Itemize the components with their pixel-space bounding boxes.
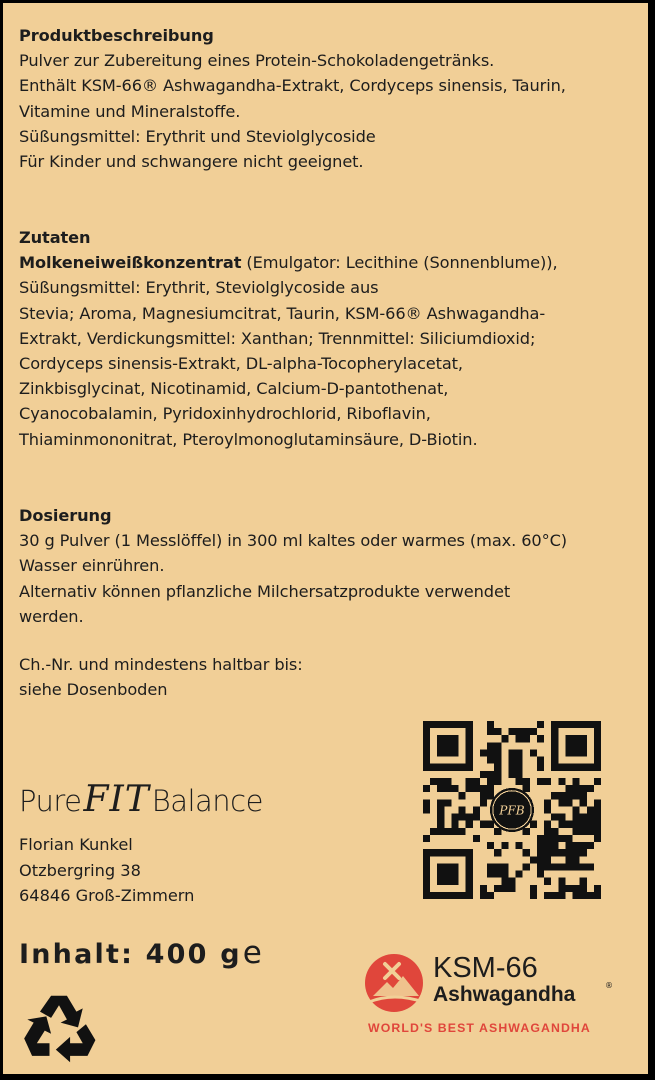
dosage-line: Alternativ können pflanzliche Milchersatzprodukte verwendet bbox=[19, 581, 511, 601]
ingredients-line: Süßungsmittel: Erythrit, Steviolglycoside aus bbox=[19, 278, 379, 298]
ingredients-line: Stevia; Aroma, Magnesiumcitrat, Taurin, KSM-66® Ashwagandha- bbox=[19, 303, 546, 323]
description-line: Für Kinder und schwangere nicht geeignet. bbox=[19, 152, 364, 172]
qr-code[interactable] bbox=[423, 721, 601, 899]
registered-mark: ® bbox=[605, 981, 613, 990]
address-street: Otzbergring 38 bbox=[19, 860, 141, 880]
estimated-sign: e bbox=[242, 935, 262, 971]
main-ingredient-detail: (Emulgator: Lecithine (Sonnenblume)), bbox=[241, 253, 558, 273]
dosage-heading: Dosierung bbox=[19, 506, 112, 525]
address-city: 64846 Groß-Zimmern bbox=[19, 886, 195, 905]
ksm66-name: KSM-66 bbox=[433, 952, 538, 984]
ksm66-logo-icon bbox=[363, 952, 429, 1014]
ksm66-tagline: WORLD'S BEST ASHWAGANDHA bbox=[368, 1021, 591, 1035]
brand-logo-fit: FIT bbox=[83, 779, 150, 820]
product-label bbox=[3, 3, 648, 1074]
ingredients-heading: Zutaten bbox=[19, 228, 91, 247]
dosage-line: werden. bbox=[19, 606, 84, 626]
description-line: Vitamine und Mineralstoffe. bbox=[19, 101, 241, 121]
ksm66-subtitle: Ashwagandha bbox=[433, 983, 576, 1006]
batch-line: siehe Dosenboden bbox=[19, 680, 168, 700]
brand-logo-part: Balance bbox=[151, 784, 263, 818]
description-line: Pulver zur Zubereitung eines Protein-Schokoladengetränks. bbox=[19, 51, 495, 71]
description-line: Süßungsmittel: Erythrit und Steviolglycoside bbox=[19, 126, 376, 146]
ingredients-line: Cyanocobalamin, Pyridoxinhydrochlorid, Riboflavin, bbox=[19, 404, 431, 424]
dosage-line: 30 g Pulver (1 Messlöffel) in 300 ml kaltes oder warmes (max. 60°C) bbox=[19, 531, 568, 551]
batch-line: Ch.-Nr. und mindestens haltbar bis: bbox=[19, 655, 303, 674]
dosage-line: Wasser einrühren. bbox=[19, 556, 165, 576]
pure-fit-balance-logo bbox=[19, 779, 263, 820]
ksm66-logo bbox=[363, 948, 633, 1048]
address-name: Florian Kunkel bbox=[19, 835, 133, 854]
product-description-section bbox=[19, 23, 638, 174]
qr-center-monogram: PFB bbox=[499, 803, 525, 818]
ingredients-section bbox=[19, 225, 638, 452]
ingredients-line: Extrakt, Verdickungsmittel: Xanthan; Trennmittel: Siliciumdioxid; bbox=[19, 328, 536, 348]
manufacturer-address bbox=[19, 832, 194, 909]
batch-info-section bbox=[19, 652, 638, 702]
brand-logo-part: Pure bbox=[19, 784, 82, 818]
description-line: Enthält KSM-66® Ashwagandha-Extrakt, Cordyceps sinensis, Taurin, bbox=[19, 76, 566, 96]
ingredients-line bbox=[19, 250, 638, 275]
ingredients-line: Zinkbisglycinat, Nicotinamid, Calcium-D-pantothenat, bbox=[19, 379, 449, 399]
description-heading: Produktbeschreibung bbox=[19, 26, 214, 45]
main-ingredient: Molkeneiweißkonzentrat bbox=[19, 253, 242, 273]
ingredients-line: Thiaminmononitrat, Pteroylmonoglutaminsäure, D-Biotin. bbox=[19, 429, 478, 449]
net-content-text: Inhalt: 400 g bbox=[19, 939, 242, 970]
ingredients-line: Cordyceps sinensis-Extrakt, DL-alpha-Tocopherylacetat, bbox=[19, 354, 463, 374]
recycle-icon bbox=[19, 991, 99, 1067]
dosage-section bbox=[19, 503, 638, 629]
net-content bbox=[19, 935, 262, 971]
